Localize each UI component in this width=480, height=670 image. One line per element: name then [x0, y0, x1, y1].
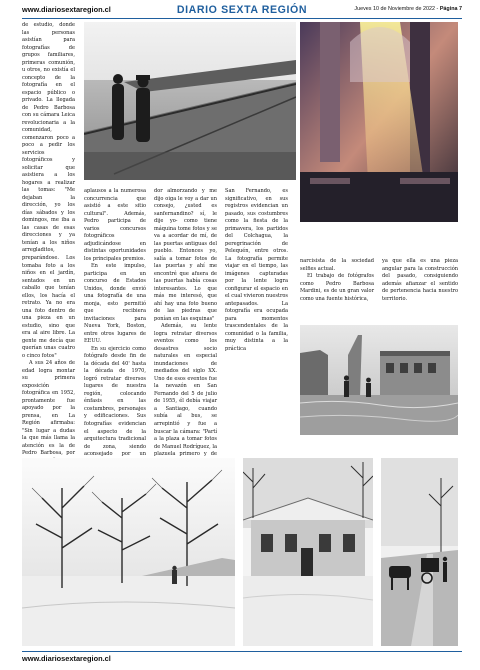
- page-header: [22, 5, 462, 19]
- article-paragraph: Además, su lente logra retratar diversos eventos como los desastres socio naturales en especial inundaciones de mediados del siglo XX. Uno de esos eventos fue la nevazón en San Fernando del 5 de julio de 1955, él debía viajar a Santiago, cuando subía al bus, se arrepintió y fue a buscar la cámara: "Partí a la plaza a tomar fotos de Manuel Rodríguez, la plazuela primero y de: [154, 323, 217, 458]
- page-footer: [22, 651, 462, 663]
- article-paragraph: ya que ella es una pieza angular para la construcción del pasado, consiguiendo además afianzar el sentido de pertenencia hacia nuestro territorio.: [382, 258, 458, 302]
- article-paragraph: narcisista de la sociedad selfies actual.: [300, 258, 374, 272]
- article-paragraph: En su ejercicio como fotógrafo desde fin de la década del 40' hasta la década de 1970, logró retratar diversos lugares de nuestra región, colocando énfasis en las costumbres, personajes y edificaciones. Sus fotografías evidencian el aspecto de la arquitectura tradicional de zona, siendo aconsejado por un: [84, 345, 146, 458]
- article-paragraph: de estudio, donde las personas asistían para fotografías de grupos familiares, primeras comunión, u otros, no existía el concepto de la fotografía en el espacio público o privado. La llegada de Pedro Barbosa con su cámara Leica revolucionaria a la comunidad, comenzaron poco a poco a pedir los servicios fotográficos y solicitar que asistiera a los hogares a realizar las tomas: "Me dejaban la dirección, yo los días sábados y los domingos, me iba a las casas de esas direcciones y ya tenían a los niños arregladitos, preparándose. Los tomaba foto a los niños en el jardín, sentados en un caballo que tenían ellos, los hacía el retrato. Ya no era una foto dentro de una pieza en un estudio, sino que era al aire libre. La gente me decía que querían unas cuatro o cinco fotos": [22, 22, 75, 359]
- article-paragraph: San Fernando, es significativo, en sus registros evidencian un pasado, sus costumbres como la fiesta de la primavera, los partidos del Colchagua, la peregrinación de Pelequén, entre otros. La fotografía permite viajar en el tiempo, las imágenes capturadas por la lente logra configurar el espacio en el cual vivieron nuestros antepasados. La fotografía era ocupada para momentos trascendentales de la comunidad o la familia, muy distinta a la práctica: [225, 188, 288, 352]
- photo-snowy-plaza: [22, 458, 235, 646]
- page-number: Página 7: [439, 6, 462, 12]
- site-url[interactable]: www.diariosextaregion.cl: [22, 5, 111, 14]
- article-column-4: [225, 188, 288, 353]
- photo-men-on-bridge: [84, 22, 296, 180]
- photo-oxcart-road: [381, 458, 458, 646]
- photo-snowy-house: [243, 458, 373, 646]
- footer-site-url[interactable]: www.diariosextaregion.cl: [22, 654, 111, 663]
- article-column-5: [300, 258, 374, 303]
- article-paragraph: aplausos a la numerosa concurrencia que asistió a este sitio cultural". Además, Pedro participa de varios concursos fotográficos adjudicándose en distintas oportunidades los principales premios.: [84, 188, 146, 262]
- photo-church-interior: [300, 22, 458, 222]
- photo-flooded-street: [300, 325, 458, 435]
- article-paragraph: En este impulso, participa en un concurso de Estados Unidos, donde envió una fotografía de una monja, esto permitió que recibiera invitaciones para Nueva York, Boston, entre otros lugares de EEUU.: [84, 263, 146, 345]
- article-column-6: [382, 258, 458, 303]
- article-paragraph: El trabajo de fotógrafos como Pedro Barbosa Mardini, es de un gran valor como una fuente histórica,: [300, 273, 374, 302]
- article-paragraph: A sus 24 años de edad logra montar su primera exposición fotográfica en 1952, prontamente fue apoyado por la prensa, en La Región afirmaba: "Sin lugar a dudas la que más llama la atención es la de Pedro Barbosa, por: [22, 360, 75, 457]
- article-paragraph: dor almorzando y me dijo oiga le voy a dar un consejo, ¿usted es sanfernandino? sí, le dije yo- como tiene máquina tome fotos y se va a acordar de mí, de las puertas antiguas del pueblo. Entonces yo, salía a tomar fotos de las puertas y ahí me encontré que afuera de las puertas había cosas interesantes. Lo que más me interesó, que ahí hay una foto bueno de las piedras que ponían en las esquinas": [154, 188, 217, 322]
- newspaper-title: DIARIO SEXTA REGIÓN: [176, 4, 308, 16]
- issue-date: Jueves 10 de Noviembre de 2022 - Página 7: [354, 6, 462, 12]
